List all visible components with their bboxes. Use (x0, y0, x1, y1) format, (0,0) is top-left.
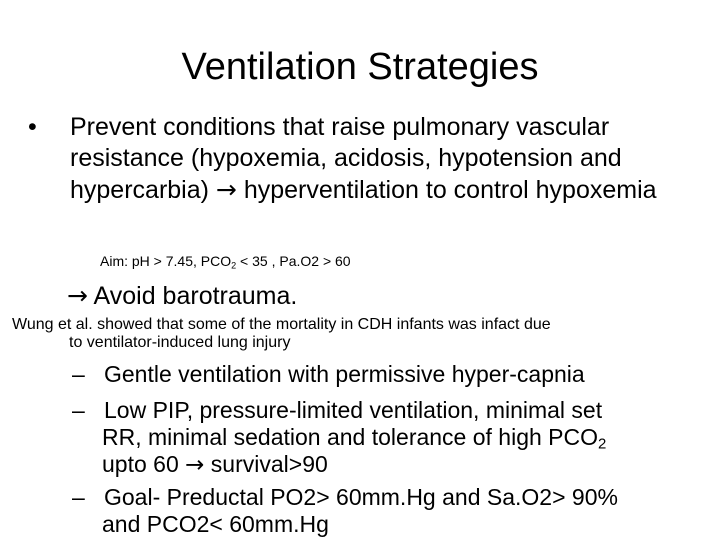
dash-marker: – (72, 484, 85, 510)
aim-suffix: < 35 , Pa.O2 > 60 (236, 253, 351, 269)
aim-subscript: 2 (231, 260, 237, 271)
dash-item-goal (72, 484, 712, 538)
dash-text-line-1: Goal- Preductal PO2> 60mm.Hg and Sa.O2> 90% (104, 484, 618, 510)
arrow-icon: → (67, 281, 88, 310)
dash-marker: – (72, 397, 85, 423)
dash-item-gentle-ventilation (72, 361, 712, 388)
dash-text: Gentle ventilation with permissive hyper-capnia (104, 361, 585, 387)
dash-text-line-1: Low PIP, pressure-limited ventilation, minimal set (104, 397, 603, 423)
dash-marker: – (72, 361, 85, 387)
wung-note (12, 316, 702, 352)
bullet-text-block (70, 112, 688, 206)
arrow-icon: → (215, 175, 237, 204)
dash-text-line-3 (102, 451, 712, 479)
slide-title: Ventilation Strategies (181, 46, 539, 88)
main-bullet (28, 112, 688, 206)
aim-prefix: Aim: pH > 7.45, PCO (100, 253, 232, 269)
dash-item-low-pip (72, 397, 712, 479)
wung-line-2: to ventilator-induced lung injury (69, 334, 291, 351)
dash-text-line-2: and PCO2< 60mm.Hg (102, 511, 329, 537)
aim-line (100, 251, 351, 271)
bullet-conclusion: hyperventilation to control hypoxemia (243, 176, 657, 204)
dash-text-line-3-prefix: upto 60 (102, 451, 186, 477)
wung-line-1: Wung et al. showed that some of the mortality in CDH infants was infact due (12, 316, 551, 333)
avoid-line (67, 280, 297, 312)
bullet-marker: • (28, 113, 37, 141)
dash-text-line-3-suffix: survival>90 (204, 451, 328, 477)
bullet-text: Prevent conditions that raise pulmonary vascular resistance (hypoxemia, acidosis, hypotension and hypercarbia) (70, 113, 622, 204)
arrow-icon: → (185, 452, 205, 478)
pco2-subscript: 2 (598, 435, 607, 453)
dash-text-line-2 (102, 424, 712, 451)
avoid-text: Avoid barotrauma. (93, 282, 298, 310)
dash-text-line-2-main: RR, minimal sedation and tolerance of high PCO (102, 424, 599, 450)
